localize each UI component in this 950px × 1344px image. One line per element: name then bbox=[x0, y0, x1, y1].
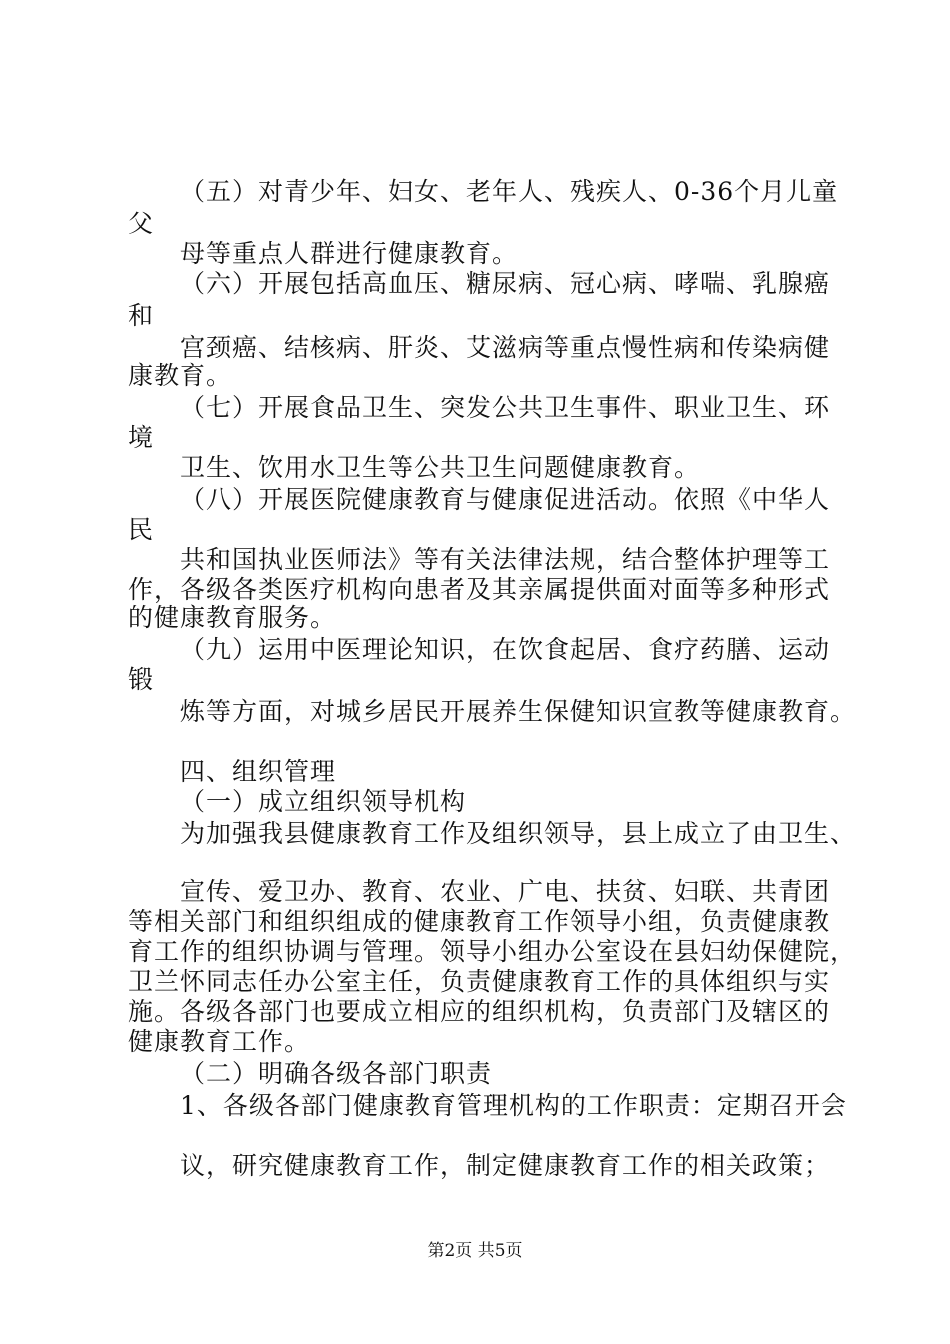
text-line: （六）开展包括高血压、糖尿病、冠心病、哮喘、乳腺癌 bbox=[180, 269, 831, 298]
page-footer: 第2页 共5页 bbox=[427, 1241, 523, 1261]
text-line: 卫生、饮用水卫生等公共卫生问题健康教育。 bbox=[180, 453, 701, 482]
text-line: 宣传、爱卫办、教育、农业、广电、扶贫、妇联、共青团 bbox=[180, 877, 831, 906]
text-line: （九）运用中医理论知识，在饮食起居、食疗药膳、运动 bbox=[180, 635, 831, 664]
text-line: 的健康教育服务。 bbox=[128, 603, 337, 632]
section-heading: 四、组织管理 bbox=[180, 757, 337, 786]
text-line: （七）开展食品卫生、突发公共卫生事件、职业卫生、环 bbox=[180, 393, 831, 422]
text-line: 炼等方面，对城乡居民开展养生保健知识宣教等健康教育。 bbox=[180, 697, 857, 726]
text-line: 卫兰怀同志任办公室主任，负责健康教育工作的具体组织与实 bbox=[128, 967, 831, 996]
text-line: 共和国执业医师法》等有关法律法规，结合整体护理等工 bbox=[180, 545, 831, 574]
text-line: 母等重点人群进行健康教育。 bbox=[180, 239, 519, 268]
text-line: 育工作的组织协调与管理。领导小组办公室设在县妇幼保健院， bbox=[128, 937, 857, 966]
text-line: （五）对青少年、妇女、老年人、残疾人、0-36个月儿童 bbox=[180, 177, 839, 206]
text-line: 康教育。 bbox=[128, 361, 233, 390]
text-line: 父 bbox=[128, 209, 155, 238]
text-line: 境 bbox=[128, 423, 155, 452]
text-line: 和 bbox=[128, 301, 155, 330]
text-line: 等相关部门和组织组成的健康教育工作领导小组，负责健康教 bbox=[128, 907, 831, 936]
text-line: 民 bbox=[128, 515, 155, 544]
text-line: 健康教育工作。 bbox=[128, 1027, 311, 1056]
text-line: 1、各级各部门健康教育管理机构的工作职责：定期召开会 bbox=[180, 1091, 847, 1120]
text-line: 为加强我县健康教育工作及组织领导，县上成立了由卫生、 bbox=[180, 819, 857, 848]
subsection-heading: （二）明确各级各部门职责 bbox=[180, 1059, 493, 1088]
text-line: 作，各级各类医疗机构向患者及其亲属提供面对面等多种形式 bbox=[128, 575, 831, 604]
text-line: （八）开展医院健康教育与健康促进活动。依照《中华人 bbox=[180, 485, 831, 514]
text-line: 宫颈癌、结核病、肝炎、艾滋病等重点慢性病和传染病健 bbox=[180, 333, 831, 362]
subsection-heading: （一）成立组织领导机构 bbox=[180, 787, 467, 816]
text-line: 议，研究健康教育工作，制定健康教育工作的相关政策； bbox=[180, 1151, 831, 1180]
text-line: 施。各级各部门也要成立相应的组织机构，负责部门及辖区的 bbox=[128, 997, 831, 1026]
text-line: 锻 bbox=[128, 665, 155, 694]
